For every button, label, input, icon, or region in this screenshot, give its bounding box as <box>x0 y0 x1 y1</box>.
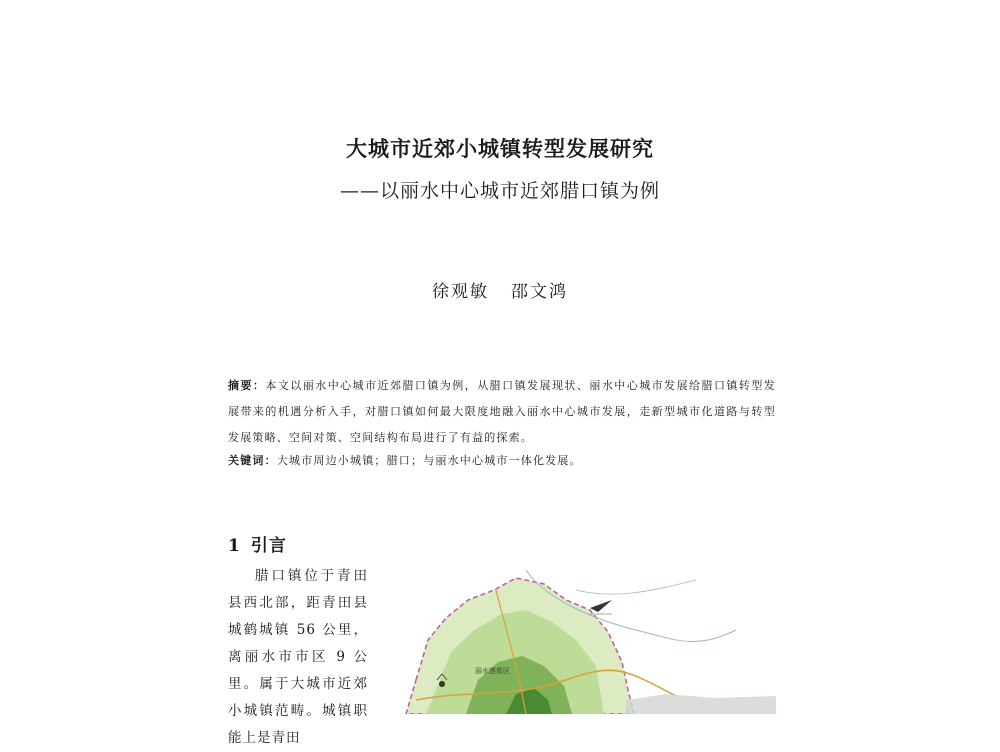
map-region-label: 丽水莲都区 <box>475 667 510 675</box>
map-marker-icon <box>439 681 445 687</box>
keywords-text: 大城市周边小城镇；腊口；与丽水中心城市一体化发展。 <box>276 454 582 467</box>
location-map-figure <box>376 570 776 714</box>
paper-subtitle: ——以丽水中心城市近郊腊口镇为例 <box>339 180 660 202</box>
abstract-label: 摘要： <box>228 379 266 392</box>
author-list <box>0 277 1000 302</box>
section-number: 1 <box>228 536 241 556</box>
north-arrow-icon <box>590 600 612 614</box>
keywords <box>228 448 776 474</box>
abstract <box>228 373 776 451</box>
section-title: 引言 <box>250 536 287 556</box>
author-name: 邵文鸿 <box>511 282 568 302</box>
location-map <box>376 570 776 714</box>
section-heading <box>228 531 287 556</box>
map-river <box>576 580 696 594</box>
map-adjacent-area <box>626 694 776 714</box>
paper-title: 大城市近郊小城镇转型发展研究 <box>346 136 654 161</box>
abstract-text: 本文以丽水中心城市近郊腊口镇为例，从腊口镇发展现状、丽水中心城市发展给腊口镇转型发展带来的机遇分析入手，对腊口镇如何最大限度地融入丽水中心城市发展，走新型城市化道路与转型发展策略、空间对策、空间结构布局进行了有益的探索。 <box>228 379 776 444</box>
keywords-label: 关键词： <box>228 454 277 467</box>
author-name: 徐观敏 <box>432 282 489 302</box>
intro-paragraph: 腊口镇位于青田县西北部，距青田县城鹤城镇 56 公里，离丽水市市区 9 公里。属于大城市近郊小城镇范畴。城镇职能上是青田 <box>228 568 368 746</box>
